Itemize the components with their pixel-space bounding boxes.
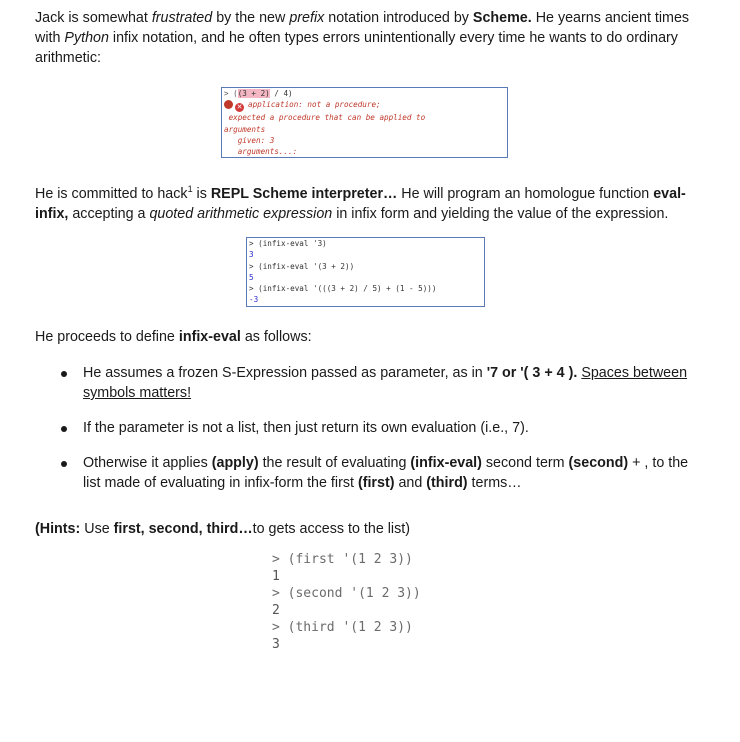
repl-line: 3 xyxy=(249,250,254,260)
repl-error-line: expected a procedure that can be applied to xyxy=(224,113,426,123)
repl-line: 1 xyxy=(272,569,280,584)
repl-error-line: arguments...: xyxy=(224,147,298,157)
repl-line: 2 xyxy=(272,603,280,618)
intro-paragraph: Jack is somewhat frustrated by the new prefix notation introduced by Scheme. He yearns ancient times with Python infix notation, and he often types errors unintentionally every time he wants to do ordinary arithmetic: xyxy=(35,10,690,66)
list-item: He assumes a frozen S-Expression passed as parameter, as in '7 or '( 3 + 4 ). Spaces between symbols matters! xyxy=(55,363,705,403)
bug-icon xyxy=(224,100,233,109)
repl-line: > (infix-eval '(((3 + 2) / 5) + (1 - 5))) xyxy=(249,284,437,294)
hint-repl-examples xyxy=(272,551,421,653)
definition-intro: He proceeds to define infix-eval as follows: xyxy=(35,329,312,345)
hints-paragraph: (Hints: Use first, second, third…to gets access to the list) xyxy=(35,521,410,537)
repl-error-line: given: 3 xyxy=(224,135,275,145)
repl-line: > (second '(1 2 3)) xyxy=(272,586,421,601)
list-item: Otherwise it applies (apply) the result of evaluating (infix-eval) second term (second) + , to the list made of evaluating in infix-form the first (first) and (third) terms… xyxy=(55,453,705,493)
repl-line: 5 xyxy=(249,272,254,282)
repl-examples-screenshot xyxy=(246,237,485,307)
error-x-icon: ✕ xyxy=(236,103,243,112)
repl-line: > (third '(1 2 3)) xyxy=(272,620,413,635)
footnote-marker: 1 xyxy=(187,184,193,194)
repl-line: > (infix-eval '(3 + 2)) xyxy=(249,261,355,271)
list-item: If the parameter is not a list, then just return its own evaluation (i.e., 7). xyxy=(55,418,705,438)
goal-paragraph: He is committed to hack$^1$ is REPL Scheme interpreter… He will program an homologue function eval-infix, accepting a quoted arithmetic expression in infix form and yielding the value of the expression. xyxy=(35,184,686,222)
repl-line: > (first '(1 2 3)) xyxy=(272,552,413,567)
repl-input-line: > ((3 + 2) / 4) xyxy=(224,89,293,98)
repl-error-screenshot xyxy=(221,87,508,158)
repl-error-line: ✕ application: not a procedure; xyxy=(224,99,505,112)
repl-line: -3 xyxy=(249,295,259,305)
repl-line: > (infix-eval '3) xyxy=(249,239,327,248)
definition-bullet-list xyxy=(55,363,705,508)
repl-error-line: arguments xyxy=(224,124,266,134)
repl-line: 3 xyxy=(272,637,280,652)
